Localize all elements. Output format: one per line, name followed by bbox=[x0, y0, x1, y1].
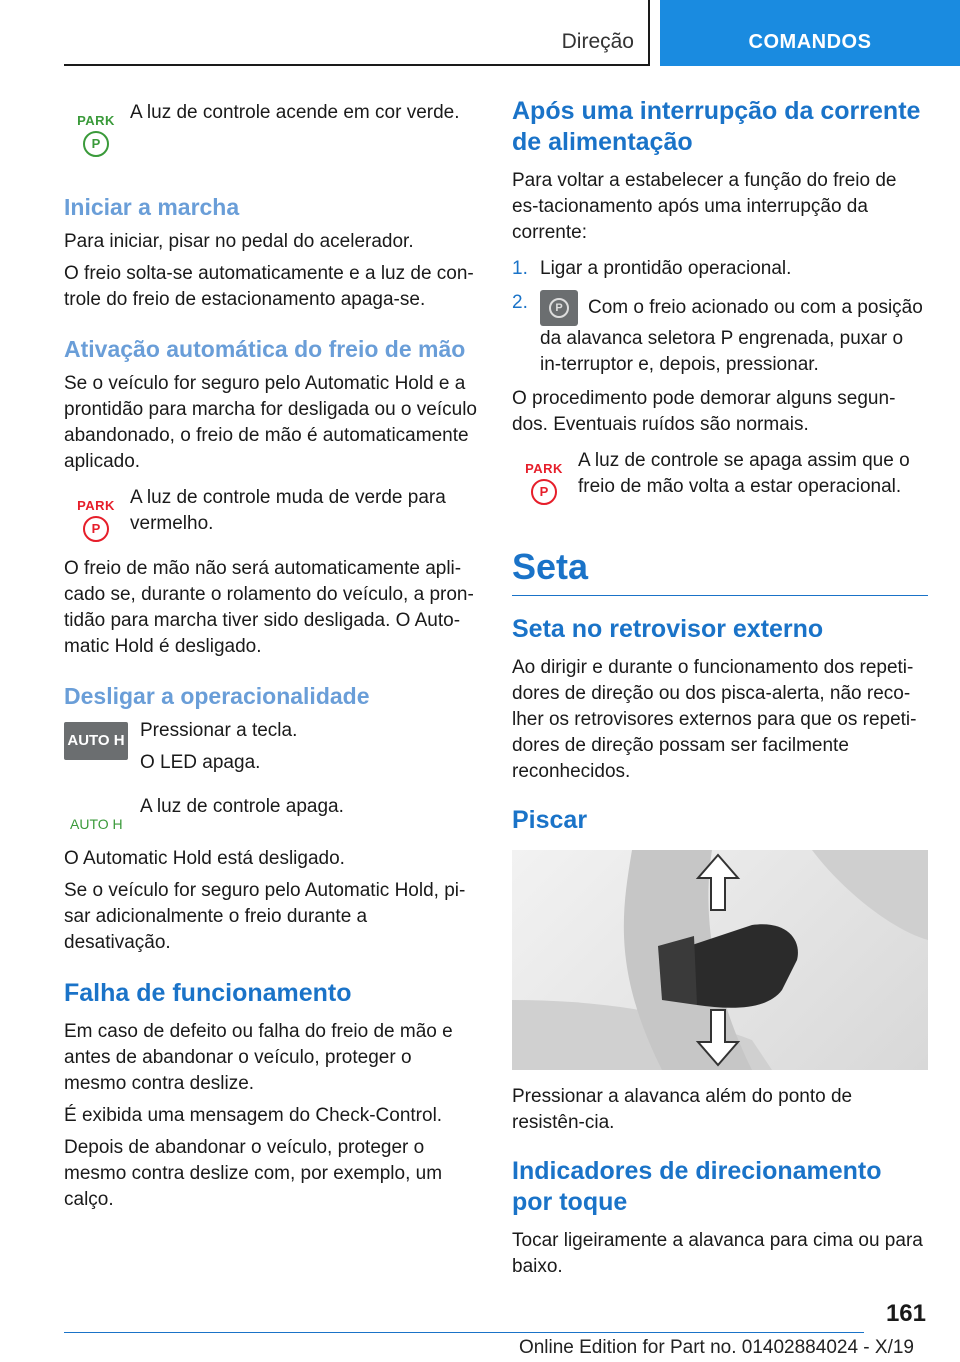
park-brake-green-icon: PARK P bbox=[74, 114, 118, 157]
step-2: 2. P Com o freio acionado ou com a posição da alavanca seletora P engrenada, puxar o in-terruptor e, depois, pressionar. bbox=[512, 292, 923, 375]
desligar-text-2: Se o veículo for seguro pelo Automatic Hold, pi-sar adicionalmente o freio durante a desativação. bbox=[64, 880, 466, 953]
autoh-key-row bbox=[64, 718, 478, 776]
red-park-note-2 bbox=[512, 448, 928, 505]
led-off-text: O LED apaga. bbox=[140, 752, 261, 773]
right-column bbox=[512, 96, 928, 1286]
desligar-text-1: O Automatic Hold está desligado. bbox=[64, 848, 345, 869]
park-brake-red-icon: PARK P bbox=[522, 462, 566, 505]
heading-ativacao: Ativação automática do freio de mão bbox=[64, 336, 466, 362]
green-park-note bbox=[64, 100, 478, 157]
footer-rule bbox=[64, 1332, 864, 1333]
edition-note: Online Edition for Part no. 01402884024 - X/19 bbox=[518, 1337, 914, 1358]
heading-indicadores: Indicadores de direcionamento por toque bbox=[512, 1157, 882, 1216]
piscar-text: Pressionar a alavanca além do ponto de resistên-cia. bbox=[512, 1086, 853, 1133]
auto-h-indicator-icon: AUTO H bbox=[70, 816, 123, 832]
retrovisor-text: Ao dirigir e durante o funcionamento dos repeti-dores de direção ou dos pisca-alerta, não reco-lher os retrovisores externos para que os repeti-dores de direção possam ser facilmente reconhecidos. bbox=[512, 657, 917, 782]
parking-brake-switch-icon: P bbox=[540, 290, 578, 326]
turn-signal-stalk-illustration bbox=[512, 850, 928, 1070]
page-header bbox=[0, 0, 960, 66]
page-number: 161 bbox=[885, 1300, 926, 1327]
iniciar-text-1: Para iniciar, pisar no pedal do acelerador. bbox=[64, 231, 414, 252]
press-key-text: Pressionar a tecla. bbox=[140, 720, 298, 741]
heading-retrovisor: Seta no retrovisor externo bbox=[512, 615, 824, 643]
heading-falha: Falha de funcionamento bbox=[64, 979, 352, 1007]
auto-h-button-icon: AUTO H bbox=[64, 722, 128, 760]
falha-text-3: Depois de abandonar o veículo, proteger o mesmo contra deslize com, por exemplo, um calço. bbox=[64, 1137, 443, 1210]
chapter-tab bbox=[660, 0, 960, 66]
red-light-note: A luz de controle muda de verde para vermelho. bbox=[130, 487, 446, 534]
header-section bbox=[64, 0, 650, 64]
heading-iniciar: Iniciar a marcha bbox=[64, 194, 240, 220]
apos-text-1: Para voltar a estabelecer a função do freio de es-tacionamento após uma interrupção da corrente: bbox=[512, 170, 897, 243]
heading-desligar: Desligar a operacionalidade bbox=[64, 683, 370, 709]
falha-text-1: Em caso de defeito ou falha do freio de mão e antes de abandonar o veículo, proteger o mesmo contra deslize. bbox=[64, 1021, 453, 1094]
park-brake-red-icon: PARK P bbox=[74, 499, 118, 542]
left-column bbox=[64, 96, 478, 1219]
autoh-indicator-row bbox=[64, 790, 478, 832]
light-off-text: A luz de controle apaga. bbox=[140, 796, 344, 817]
red-park-note bbox=[64, 485, 478, 542]
falha-text-2: É exibida uma mensagem do Check-Control. bbox=[64, 1105, 443, 1126]
ativacao-text-2: O freio de mão não será automaticamente apli-cado se, durante o rolamento do veículo, a pron-tidão para marcha tiver sido desligada. O Auto-matic Hold é desligado. bbox=[64, 558, 474, 657]
heading-seta: Seta bbox=[512, 546, 589, 587]
green-light-note: A luz de controle acende em cor verde. bbox=[130, 102, 460, 123]
heading-apos: Após uma interrupção da corrente de alimentação bbox=[512, 97, 921, 156]
header-divider bbox=[64, 64, 650, 66]
iniciar-text-2: O freio solta-se automaticamente e a luz de con-trole do freio de estacionamento apaga-se. bbox=[64, 263, 474, 310]
section-rule bbox=[512, 595, 928, 596]
heading-piscar: Piscar bbox=[512, 806, 588, 834]
indicadores-text: Tocar ligeiramente a alavanca para cima ou para baixo. bbox=[512, 1230, 923, 1277]
section-title: Direção bbox=[561, 30, 634, 53]
chapter-tab-label: COMANDOS bbox=[748, 31, 872, 53]
ativacao-text-1: Se o veículo for seguro pelo Automatic Hold e a prontidão para marcha for desligada ou o veículo abandonado, o freio de mão é automaticamente aplicado. bbox=[64, 373, 477, 472]
red-light-note-2: A luz de controle se apaga assim que o freio de mão volta a estar operacional. bbox=[578, 450, 910, 497]
step-1: 1. Ligar a prontidão operacional. bbox=[512, 258, 792, 279]
apos-text-2: O procedimento pode demorar alguns segun-dos. Eventuais ruídos são normais. bbox=[512, 388, 896, 435]
